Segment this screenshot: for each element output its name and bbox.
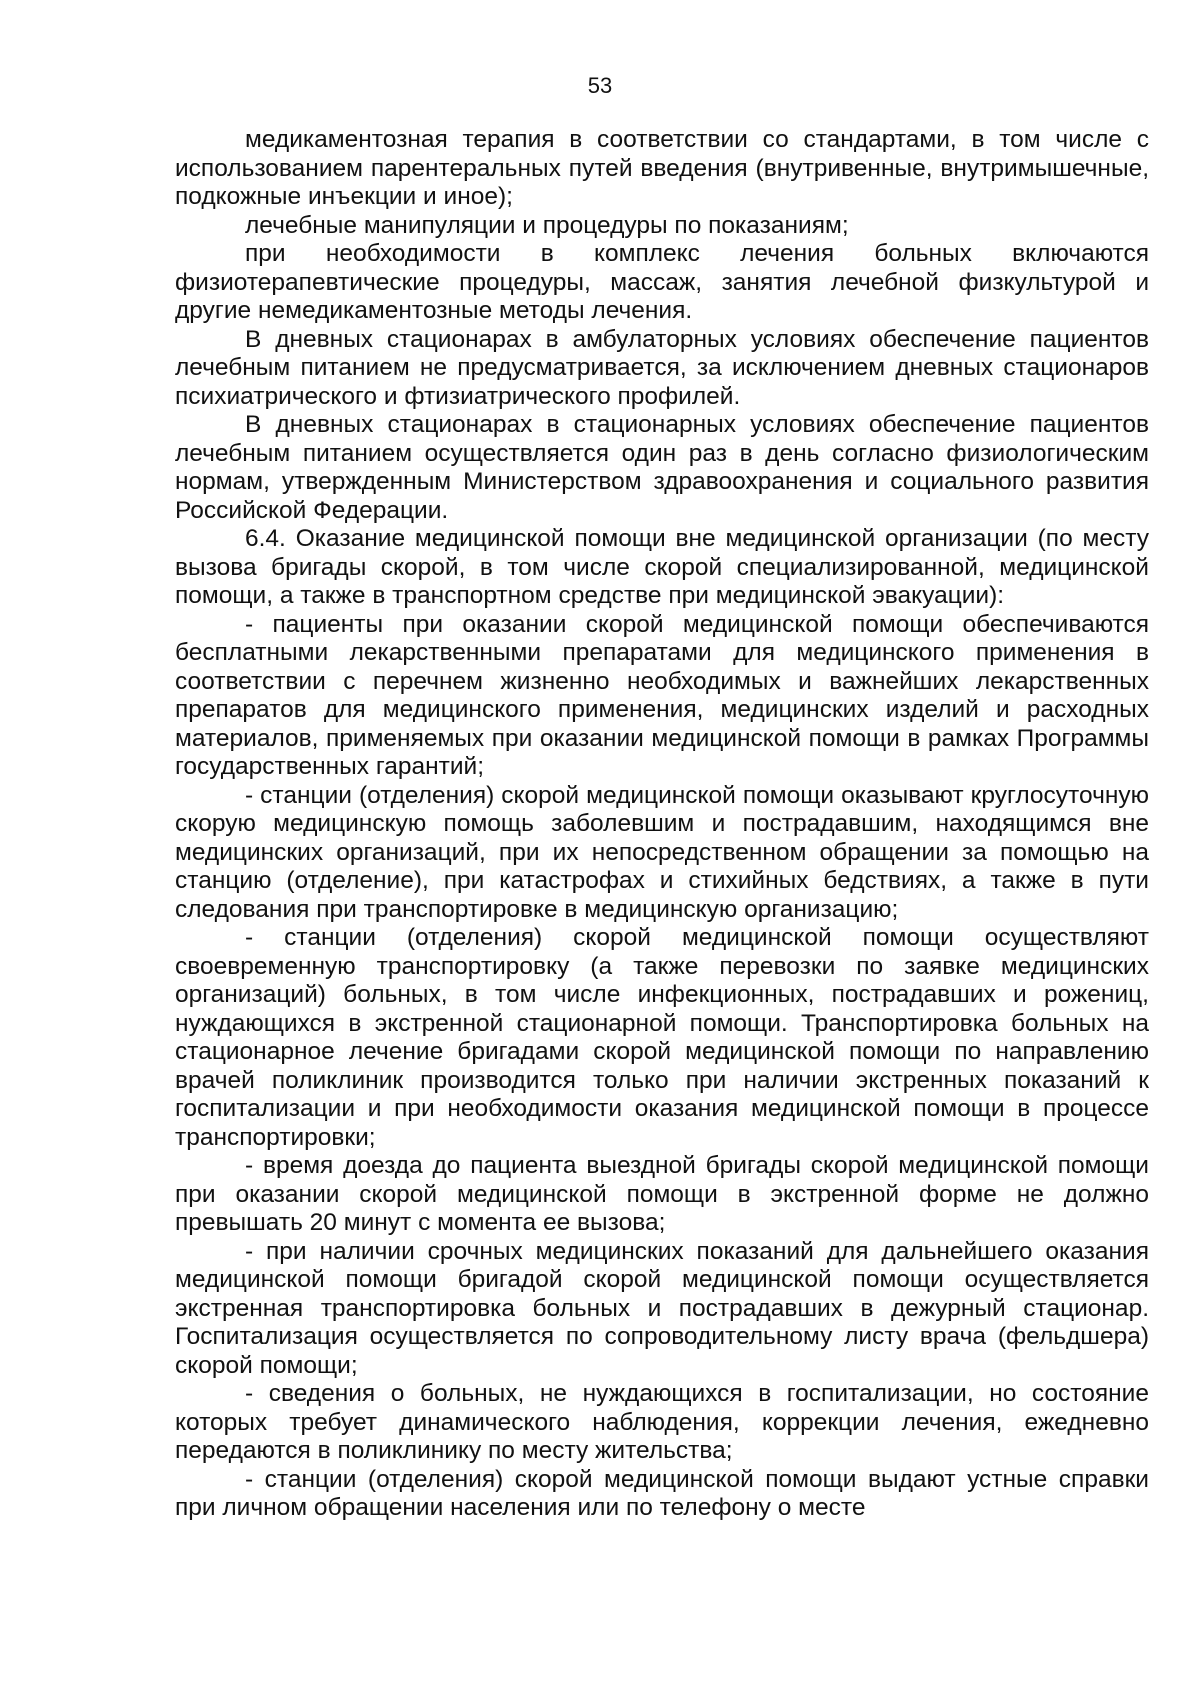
list-item-round-the-clock-care: - станции (отделения) скорой медицинской помощи оказывают круглосуточную скорую медицинскую помощь заболевшим и пострадавшим, находящимся вне медицинских организаций, при их непосредственном обращении за помощью на станцию (отделение), при катастрофах и стихийных бедствиях, а также в пути следования при транспортировке в медицинскую организацию; [175, 781, 1149, 923]
paragraph-manipulations: лечебные манипуляции и процедуры по показаниям; [245, 211, 849, 239]
page-number: 53 [587, 73, 613, 98]
list-item-transportation: - станции (отделения) скорой медицинской помощи осуществляют своевременную транспортировку (а также перевозки по заявке медицинских организаций) больных, в том числе инфекционных, пострадавших и рожениц, нуждающихся в экстренной стационарной помощи. Транспортировка больных на стационарное лечение бригадами скорой медицинской помощи по направлению врачей поликлиник производится только при наличии экстренных показаний к госпитализации и при необходимости оказания медицинской помощи в процессе транспортировки; [175, 924, 1149, 1151]
list-item-free-medicines: - пациенты при оказании скорой медицинской помощи обеспечиваются бесплатными лекарственными препаратами для медицинского применения в соответствии с перечнем жизненно необходимых и важнейших лекарственных препаратов для медицинского применения, медицинских изделий и расходных материалов, применяемых при оказании медицинской помощи в рамках Программы государственных гарантий; [175, 610, 1149, 780]
paragraph-section-6-4: 6.4. Оказание медицинской помощи вне медицинской организации (по месту вызова бригады скорой, в том числе скорой специализированной, медицинской помощи, а также в транспортном средстве при медицинской эвакуации): [175, 525, 1149, 609]
list-item-emergency-hospitalization: - при наличии срочных медицинских показаний для дальнейшего оказания медицинской помощи бригадой скорой медицинской помощи осуществляется экстренная транспортировка больных и пострадавших в дежурный стационар. Госпитализация осуществляется по сопроводительному листу врача (фельдшера) скорой помощи; [175, 1237, 1149, 1379]
document-body [175, 126, 1149, 1523]
paragraph-physiotherapy: при необходимости в комплекс лечения больных включаются физиотерапевтические процедуры, массаж, занятия лечебной физкультурой и другие немедикаментозные методы лечения. [175, 240, 1149, 324]
list-item-verbal-references: - станции (отделения) скорой медицинской помощи выдают устные справки при личном обращении населения или по телефону о месте [175, 1465, 1149, 1521]
list-item-arrival-time: - время доезда до пациента выездной бригады скорой медицинской помощи при оказании скорой медицинской помощи в экстренной форме не должно превышать 20 минут с момента ее вызова; [175, 1152, 1149, 1236]
paragraph-day-hospital-outpatient: В дневных стационарах в амбулаторных условиях обеспечение пациентов лечебным питанием не предусматривается, за исключением дневных стационаров психиатрического и фтизиатрического профилей. [175, 325, 1149, 410]
paragraph-day-hospital-inpatient: В дневных стационарах в стационарных условиях обеспечение пациентов лечебным питанием осуществляется один раз в день согласно физиологическим нормам, утвержденным Министерством здравоохранения и социального развития Российской Федерации. [175, 411, 1149, 524]
paragraph-drug-therapy: медикаментозная терапия в соответствии со стандартами, в том числе с использованием парентеральных путей введения (внутривенные, внутримышечные, подкожные инъекции и иное); [175, 126, 1149, 210]
list-item-patient-information: - сведения о больных, не нуждающихся в госпитализации, но состояние которых требует динамического наблюдения, коррекции лечения, ежедневно передаются в поликлинику по месту жительства; [175, 1380, 1149, 1464]
